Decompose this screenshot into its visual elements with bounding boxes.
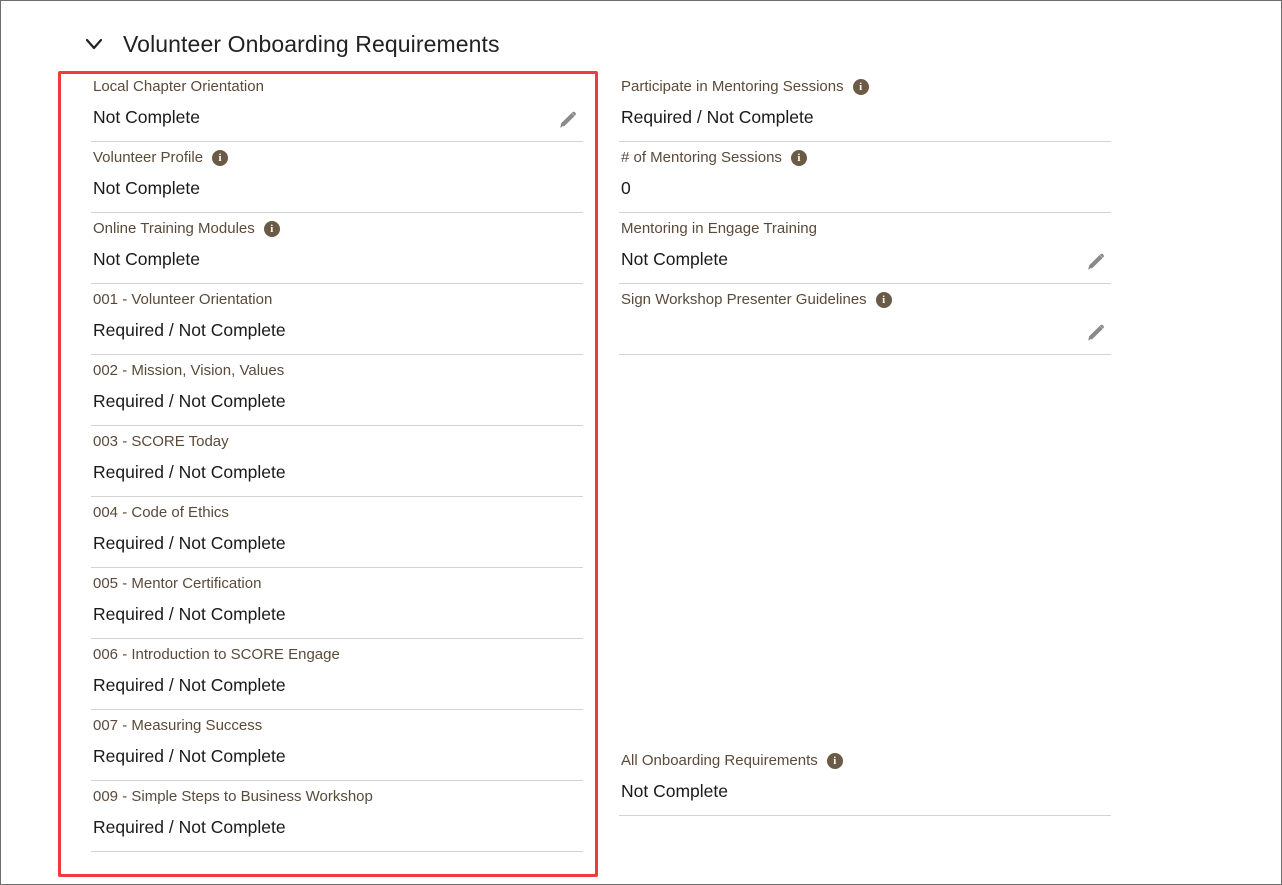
field-label-row	[619, 751, 1111, 771]
field-label: 005 - Mentor Certification	[93, 575, 262, 592]
field-label-row	[619, 290, 1111, 310]
field-label: # of Mentoring Sessions	[621, 149, 782, 166]
requirement-field	[91, 426, 583, 497]
field-label: Sign Workshop Presenter Guidelines	[621, 291, 867, 308]
field-label: 002 - Mission, Vision, Values	[93, 362, 285, 379]
field-label-row	[619, 148, 1111, 168]
field-value: Not Complete	[621, 781, 728, 801]
field-value: Not Complete	[621, 249, 728, 269]
field-value: 0	[621, 178, 631, 198]
info-icon[interactable]: i	[853, 79, 869, 95]
field-label: Local Chapter Orientation	[93, 78, 264, 95]
column-spacer	[619, 355, 1111, 745]
info-icon[interactable]: i	[264, 221, 280, 237]
left-column	[91, 71, 583, 852]
requirement-field	[91, 71, 583, 142]
field-label: Volunteer Profile	[93, 149, 204, 166]
field-label: All Onboarding Requirements	[621, 752, 818, 769]
field-value: Required / Not Complete	[93, 675, 286, 695]
field-value: Required / Not Complete	[93, 533, 286, 553]
requirement-field	[619, 284, 1111, 355]
field-label: Participate in Mentoring Sessions	[621, 78, 844, 95]
info-icon[interactable]: i	[212, 150, 228, 166]
field-value: Not Complete	[93, 178, 200, 198]
field-label-row	[91, 503, 583, 523]
field-value: Required / Not Complete	[93, 320, 286, 340]
field-label: 006 - Introduction to SCORE Engage	[93, 646, 340, 663]
field-value: Required / Not Complete	[93, 817, 286, 837]
field-value	[619, 318, 1111, 342]
requirement-field	[619, 213, 1111, 284]
field-label-row	[619, 77, 1111, 97]
requirement-field	[91, 497, 583, 568]
requirement-field	[91, 639, 583, 710]
field-label: 009 - Simple Steps to Business Workshop	[93, 788, 373, 805]
field-label-row	[91, 77, 583, 97]
field-value: Required / Not Complete	[93, 746, 286, 766]
chevron-down-icon[interactable]	[79, 29, 109, 59]
field-label-row	[91, 574, 583, 594]
section-header	[79, 29, 500, 59]
info-icon[interactable]: i	[876, 292, 892, 308]
field-label-row	[91, 432, 583, 452]
page-title: Volunteer Onboarding Requirements	[123, 30, 500, 57]
field-label-row	[91, 645, 583, 665]
right-column	[619, 71, 1111, 816]
field-label: Online Training Modules	[93, 220, 255, 237]
field-label: 004 - Code of Ethics	[93, 504, 229, 521]
info-icon[interactable]: i	[827, 753, 843, 769]
field-label-row	[91, 716, 583, 736]
requirement-field	[91, 142, 583, 213]
field-value: Required / Not Complete	[621, 107, 814, 127]
field-label-row	[619, 219, 1111, 239]
requirement-field	[91, 781, 583, 852]
requirement-field	[91, 568, 583, 639]
field-label: Mentoring in Engage Training	[621, 220, 817, 237]
field-label: 007 - Measuring Success	[93, 717, 263, 734]
requirement-field	[619, 71, 1111, 142]
field-label-row	[91, 361, 583, 381]
field-value: Required / Not Complete	[93, 604, 286, 624]
field-label: 001 - Volunteer Orientation	[93, 291, 273, 308]
field-label-row	[91, 290, 583, 310]
requirement-field	[619, 745, 1111, 816]
field-label-row	[91, 787, 583, 807]
field-label-row	[91, 219, 583, 239]
requirement-field	[91, 213, 583, 284]
field-value: Not Complete	[93, 107, 200, 127]
field-label: 003 - SCORE Today	[93, 433, 229, 450]
edit-pencil-icon[interactable]	[1085, 251, 1107, 273]
edit-pencil-icon[interactable]	[557, 109, 579, 131]
field-value: Required / Not Complete	[93, 462, 286, 482]
requirement-field	[91, 710, 583, 781]
field-value: Required / Not Complete	[93, 391, 286, 411]
info-icon[interactable]: i	[791, 150, 807, 166]
requirement-field	[91, 284, 583, 355]
field-value: Not Complete	[93, 249, 200, 269]
requirement-field	[619, 142, 1111, 213]
field-label-row	[91, 148, 583, 168]
edit-pencil-icon[interactable]	[1085, 322, 1107, 344]
requirement-field	[91, 355, 583, 426]
